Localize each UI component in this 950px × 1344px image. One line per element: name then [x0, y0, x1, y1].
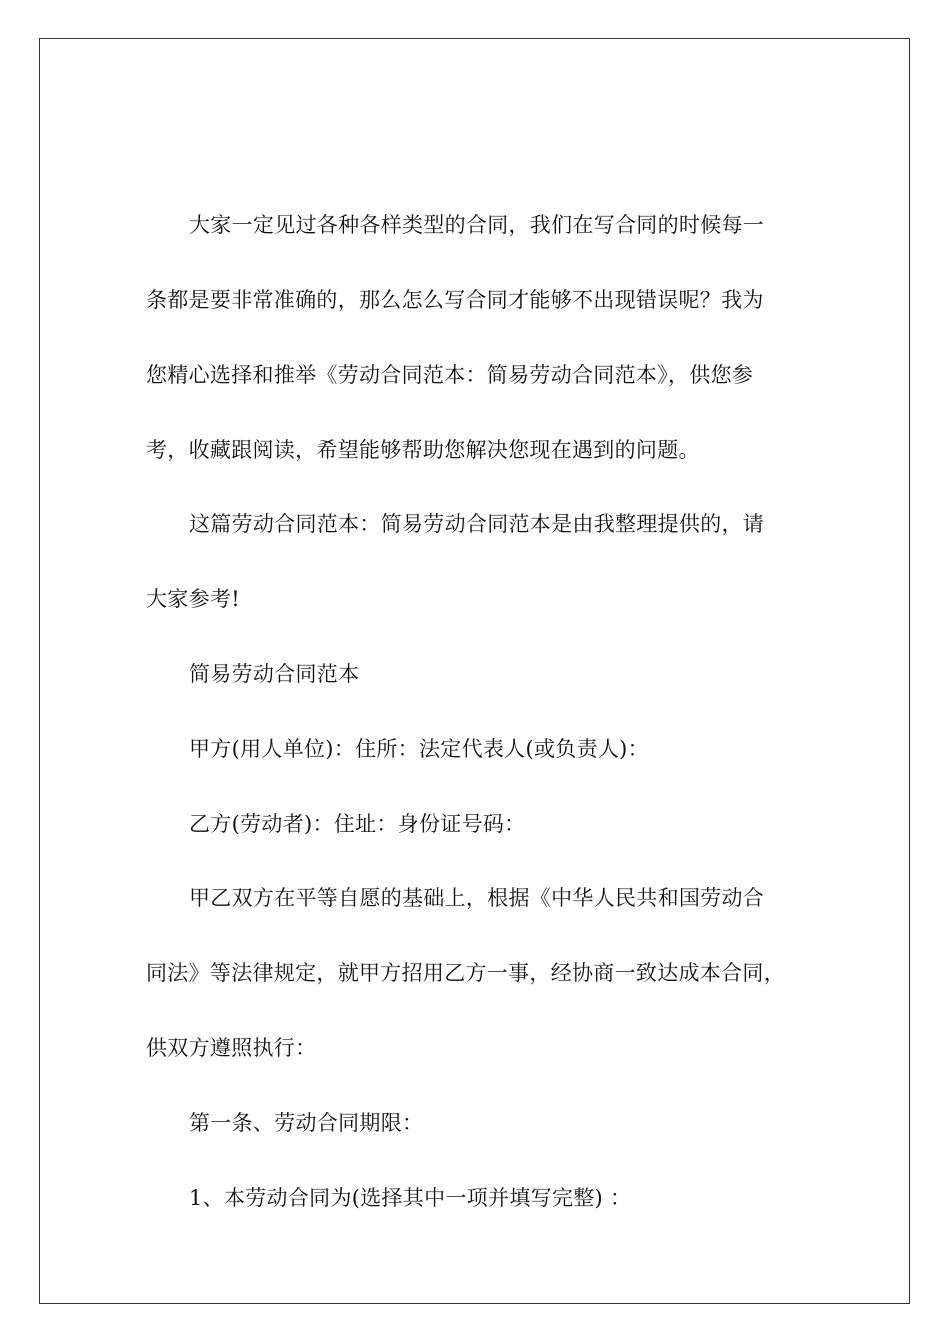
paragraph-1-line-1: 大家一定见过各种各样类型的合同，我们在写合同的时候每一: [189, 213, 765, 237]
paragraph-1-line-4: 考，收藏跟阅读，希望能够帮助您解决您现在遇到的问题。: [146, 438, 700, 462]
contract-title: 简易劳动合同范本: [189, 662, 360, 686]
party-b-line: 乙方(劳动者)：住址：身份证号码：: [189, 812, 526, 836]
preamble-line-2: 同法》等法律规定，就甲方招用乙方一事，经协商一致达成本合同，: [146, 961, 785, 985]
paragraph-1-line-2: 条都是要非常准确的，那么怎么写合同才能够不出现错误呢？我为: [146, 288, 764, 312]
paragraph-2-line-2: 大家参考!: [146, 587, 240, 611]
party-a-line: 甲方(用人单位)：住所：法定代表人(或负责人)：: [189, 737, 649, 761]
paragraph-2-line-1: 这篇劳动合同范本：简易劳动合同范本是由我整理提供的，请: [189, 512, 765, 536]
preamble-line-3: 供双方遵照执行：: [146, 1036, 317, 1060]
article-1-heading: 第一条、劳动合同期限：: [189, 1111, 424, 1135]
paragraph-1-line-3: 您精心选择和推举《劳动合同范本：简易劳动合同范本》，供您参: [146, 363, 754, 387]
preamble-line-1: 甲乙双方在平等自愿的基础上，根据《中华人民共和国劳动合: [189, 886, 765, 910]
article-1-item-1: 1、本劳动合同为(选择其中一项并填写完整) ：: [189, 1186, 632, 1210]
